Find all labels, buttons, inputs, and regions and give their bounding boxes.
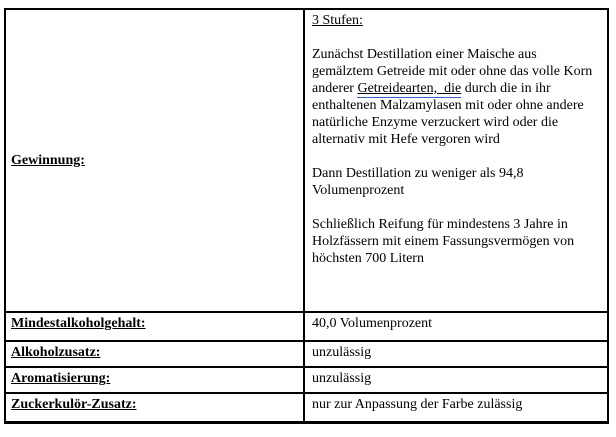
stufen-heading-text: 3 Stufen:: [312, 13, 363, 28]
value-cell-gewinnung: [305, 10, 607, 313]
label-cell-alkoholzusatz: [6, 342, 305, 368]
label-gewinnung: Gewinnung:: [11, 153, 85, 168]
value-alkoholzusatz: unzulässig: [312, 345, 372, 360]
value-cell-alkoholzusatz: [305, 342, 607, 368]
value-cell-zuckerkuloer-zusatz: [305, 394, 607, 421]
label-mindestalkoholgehalt: Mindestalkoholgehalt:: [11, 316, 146, 331]
label-cell-gewinnung: [6, 10, 305, 313]
label-cell-zuckerkuloer-zusatz: [6, 394, 305, 421]
paragraph-step3: Schließlich Reifung für mindestens 3 Jahre in Holzfässern mit einem Fassungsvermögen von höchsten 700 Litern: [312, 217, 575, 266]
marked-text-getreidearten: Getreidearten, die: [357, 81, 462, 96]
label-cell-mindestalkoholgehalt: [6, 313, 305, 342]
label-aromatisierung: Aromatisierung:: [11, 371, 111, 386]
paragraph-stufen-heading: [312, 12, 599, 29]
label-cell-aromatisierung: [6, 368, 305, 394]
step1-text-before: Zunächst Destillation einer Maische aus gemälztem Getreide mit oder ohne das volle Korn anderer: [312, 47, 593, 96]
value-zuckerkuloer-zusatz: nur zur Anpassung der Farbe zulässig: [312, 397, 523, 412]
spec-table: [4, 8, 609, 424]
label-zuckerkuloer-zusatz: Zuckerkulör-Zusatz:: [11, 397, 137, 412]
value-mindestalkoholgehalt: 40,0 Volumenprozent: [312, 316, 433, 331]
step1-text-after: durch die in ihr enthaltenen Malzamylasen mit oder ohne andere natürliche Enzyme verzuckert wird oder die alternativ mit Hefe vergoren wird: [312, 81, 584, 147]
label-alkoholzusatz: Alkoholzusatz:: [11, 345, 101, 360]
paragraph-step1: [312, 46, 599, 148]
value-aromatisierung: unzulässig: [312, 371, 372, 386]
paragraph-step2: Dann Destillation zu weniger als 94,8 Volumenprozent: [312, 166, 524, 198]
value-cell-aromatisierung: [305, 368, 607, 394]
value-cell-mindestalkoholgehalt: [305, 313, 607, 342]
